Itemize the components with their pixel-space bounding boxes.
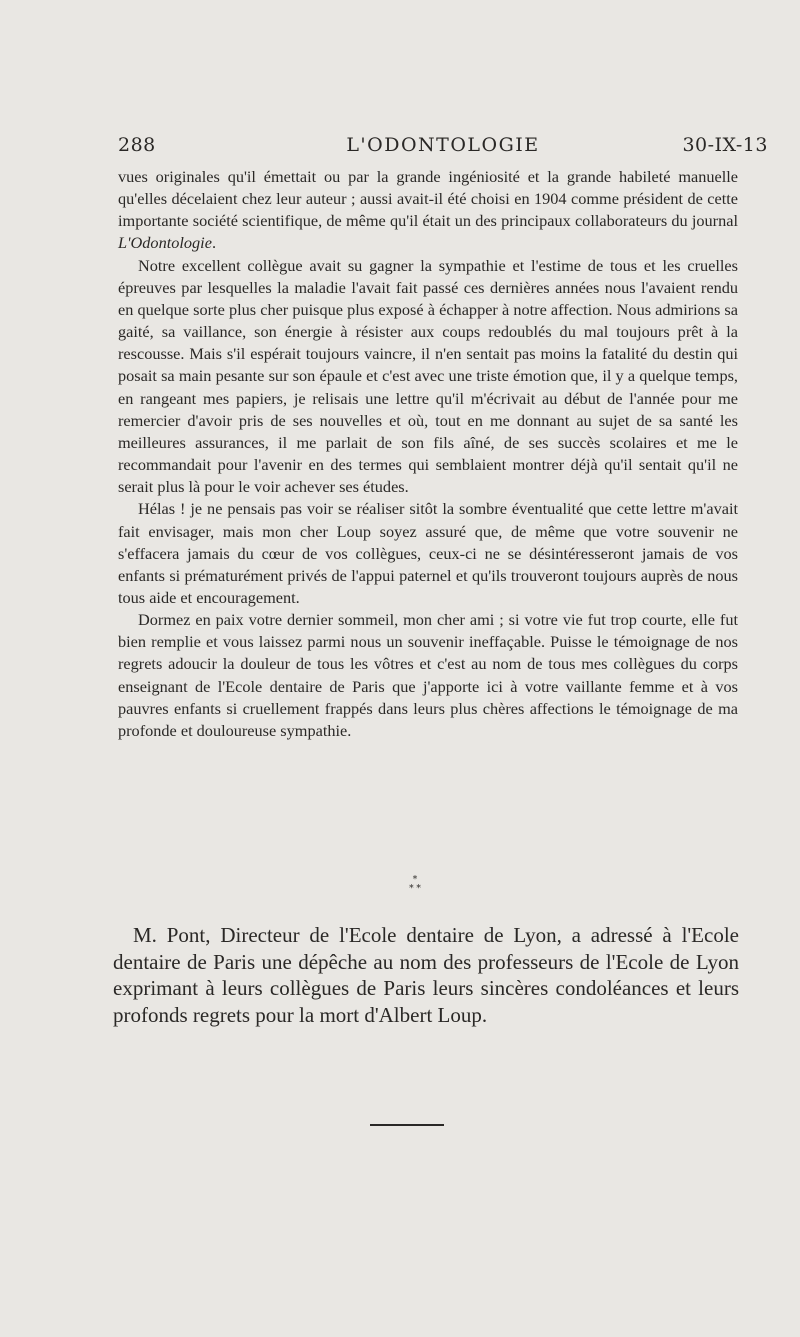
running-title: L'ODONTOLOGIE [346, 134, 540, 156]
announcement [113, 922, 739, 1028]
paragraph-1-text: vues originales qu'il émettait ou par la grande ingéniosité et la grande habileté manuelle qu'elles décelaient chez leur auteur ; aussi avait-il été choisi en 1904 comme président de cette importante société scientifique, de même qu'il était un des principaux collaborateurs du journal [118, 167, 738, 231]
paragraph-1-end: . [211, 233, 217, 253]
article-body [118, 166, 738, 742]
paragraph-4: Dormez en paix votre dernier sommeil, mon cher ami ; si votre vie fut trop courte, elle fut bien remplie et vous laissez parmi nous un souvenir ineffaçable. Puisse le témoignage de nos regrets adoucir la douleur de tous les vôtres et c'est au nom de tous mes collègues du corps enseignant de l'Ecole dentaire de Paris que j'apporte ici à votre vaillante femme et à vos pauvres enfants si cruellement frappés dans leurs plus chères affections le témoignage de ma profonde et douloureuse sympathie. [118, 610, 738, 740]
closing-rule [370, 1124, 444, 1126]
page-number: 288 [118, 134, 156, 156]
asterism-bottom: * * [409, 884, 421, 894]
asterism-separator [400, 876, 430, 894]
asterism-top: * [412, 875, 418, 885]
issue-date: 30-IX-13 [682, 134, 768, 156]
paragraph-2: Notre excellent collègue avait su gagner la sympathie et l'estime de tous et les cruelles épreuves par lesquelles la maladie l'avait fait passé ces dernières années nous l'avaient rendu en quelque sorte plus cher puisque plus exposé à échapper à notre affection. Nous admirions sa gaité, sa vaillance, son énergie à résister aux coups redoublés du mal toujours prêt à la rescousse. Mais s'il espérait toujours vaincre, il n'en sentait pas moins la fatalité du destin qui posait sa main pesante sur son épaule et c'est avec une triste émotion que, il y a quelque temps, en rangeant mes papiers, je relisais une lettre qu'il m'écrivait au début de l'année pour me remercier d'avoir pris de ses nouvelles et où, tout en me donnant au sujet de sa santé les meilleures assurances, il me parlait de son fils aîné, de ses succès scolaires et me le recommandait pour l'avenir en des termes qui semblaient montrer déjà qu'il sentait qu'il ne serait plus là pour le voir achever ses études. [118, 255, 738, 497]
paragraph-1 [118, 166, 738, 255]
journal-name: L'Odontologie [118, 233, 212, 253]
announcement-text: M. Pont, Directeur de l'Ecole dentaire de Lyon, a adressé à l'Ecole dentaire de Paris une dépêche au nom des professeurs de l'Ecole de Lyon exprimant à leurs collègues de Paris leurs sincères condoléances et leurs profonds regrets pour la mort d'Albert Loup. [113, 923, 739, 1027]
paragraph-3: Hélas ! je ne pensais pas voir se réaliser sitôt la sombre éventualité que cette lettre m'avait fait envisager, mais mon cher Loup soyez assuré que, de même que votre souvenir ne s'effacera jamais du cœur de vos collègues, ceux-ci ne se désintéresseront jamais de vos enfants si prématurément privés de l'appui paternel et qu'ils trouveront toujours auprès de nous tous aide et encouragement. [118, 499, 738, 607]
